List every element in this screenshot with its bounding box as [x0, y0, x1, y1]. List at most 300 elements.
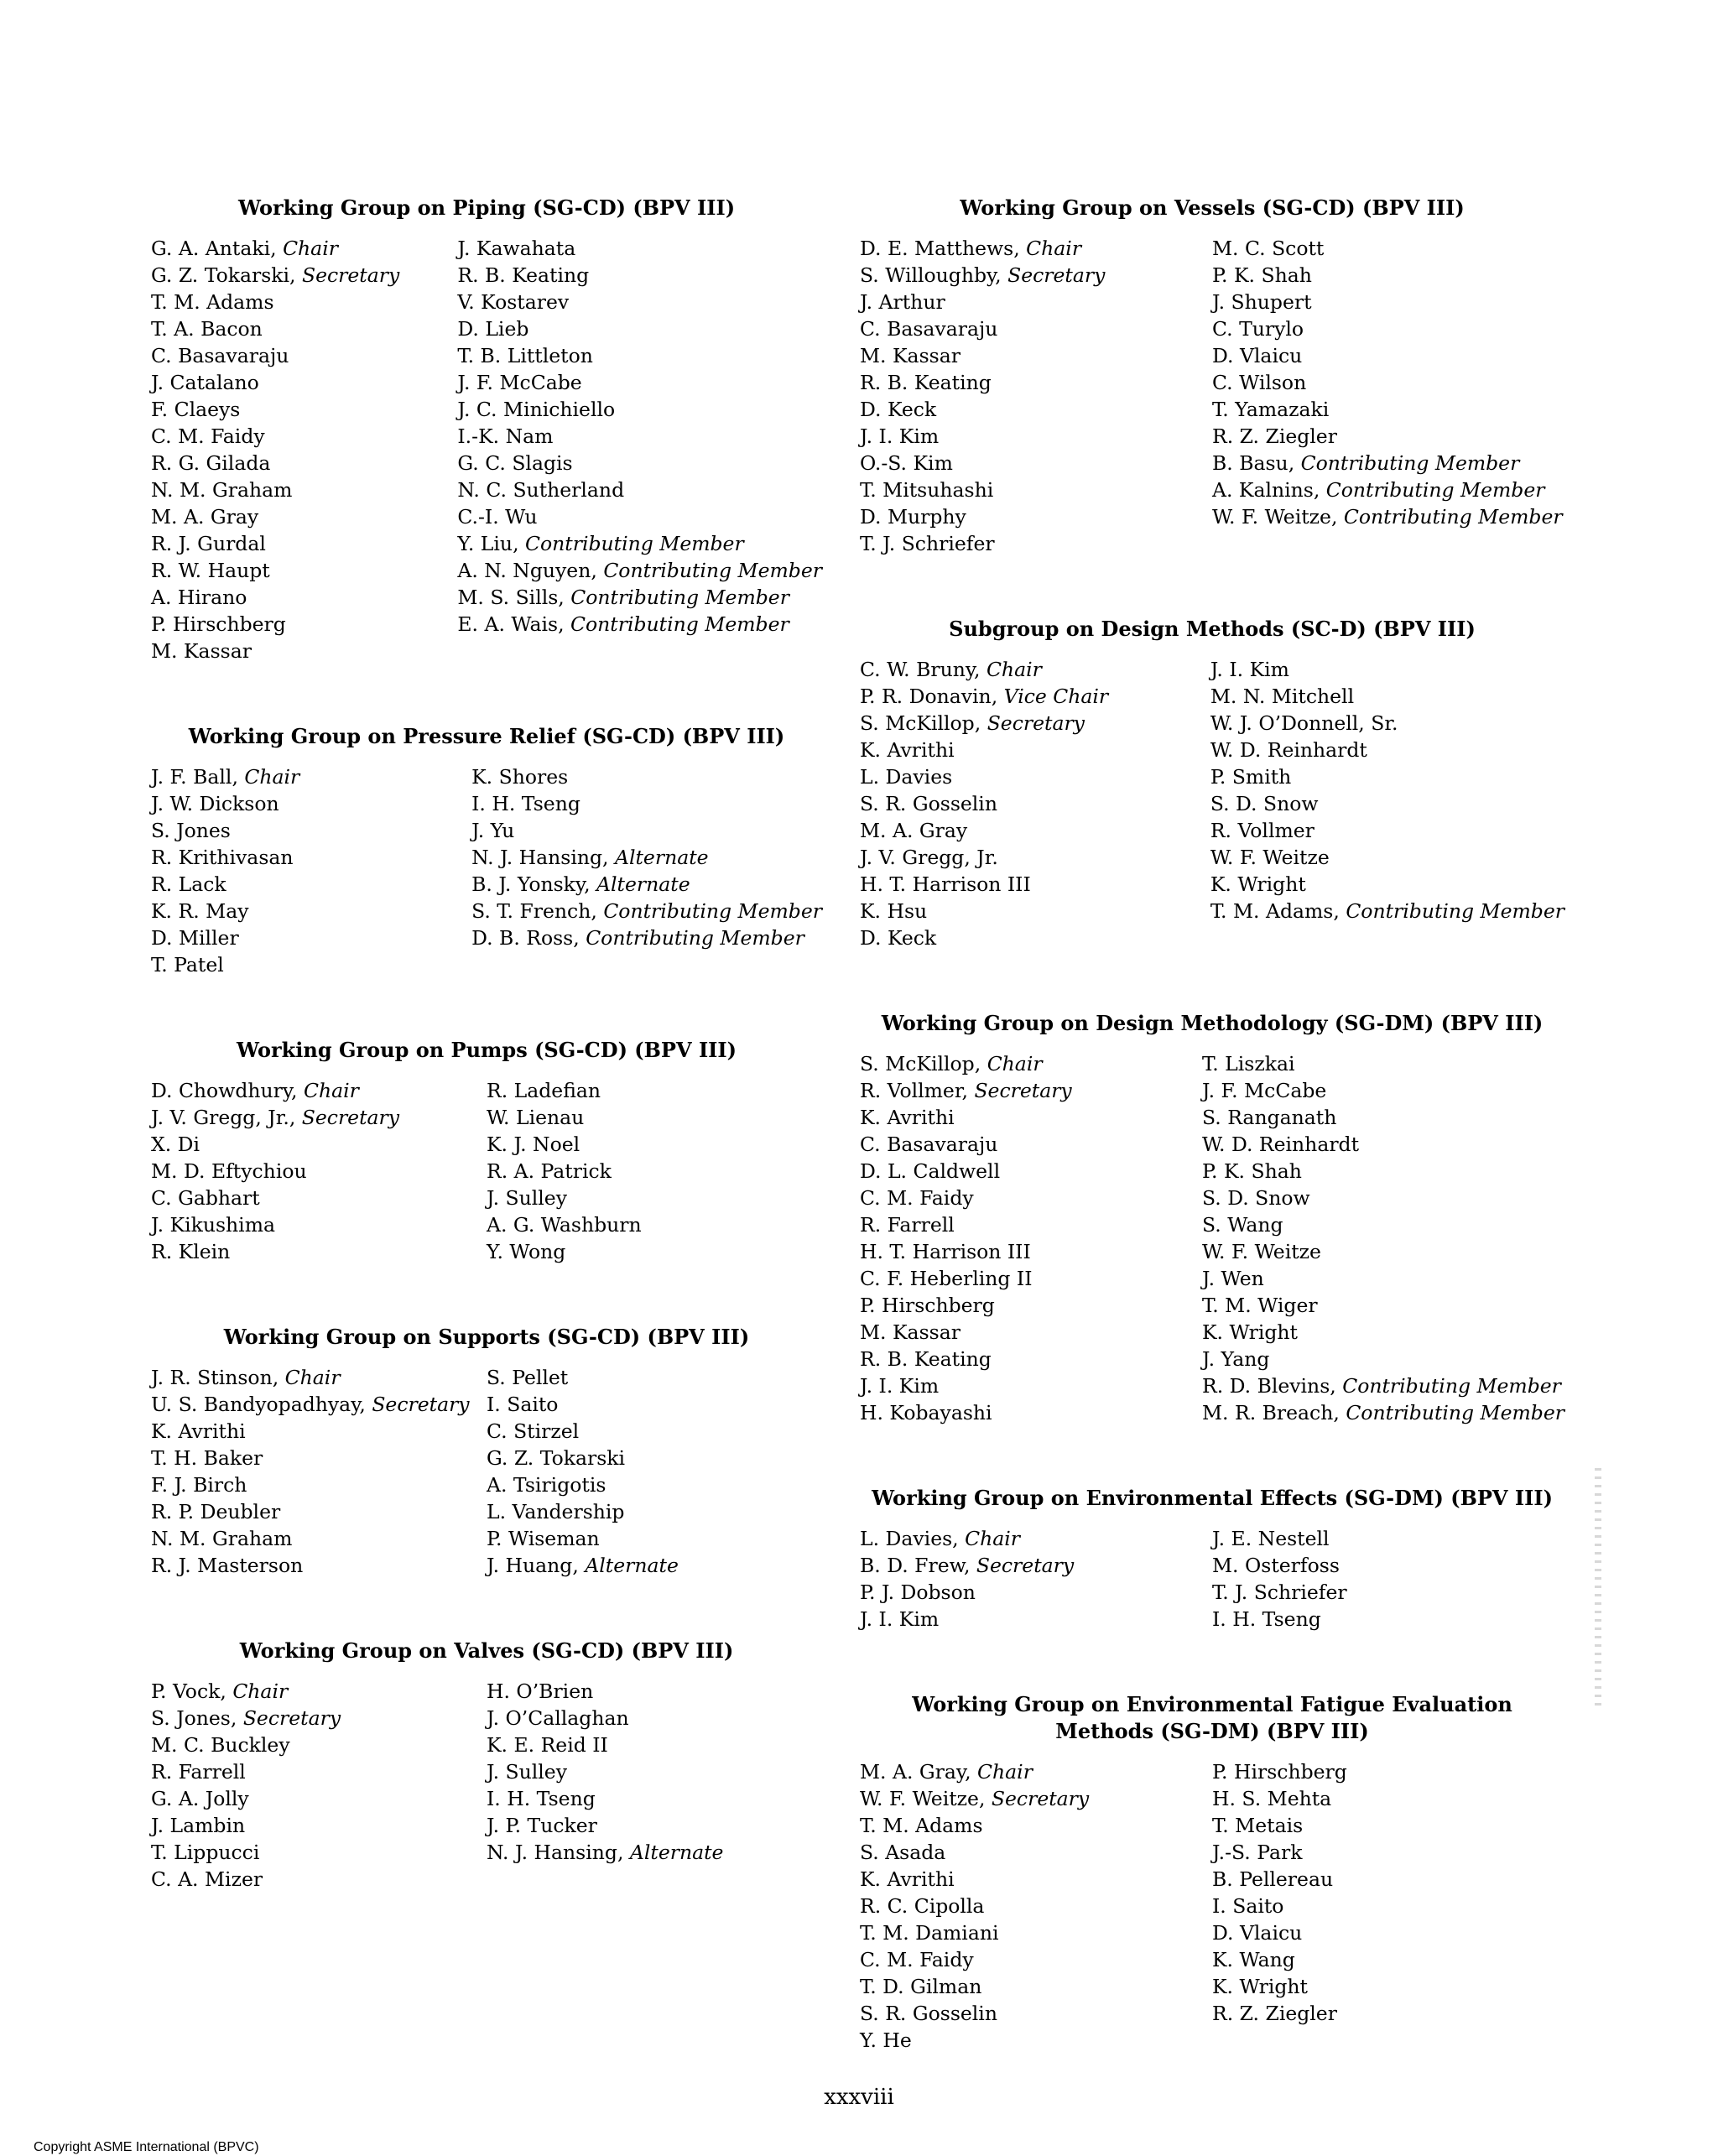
member-column: [1212, 1758, 1564, 2054]
member-name: C. Gabhart: [151, 1186, 260, 1210]
member-entry: [487, 1418, 822, 1445]
member-entry: [151, 1552, 487, 1579]
member-entry: [1202, 1211, 1564, 1238]
member-role: Chair: [977, 1760, 1033, 1784]
member-name: D. Miller: [151, 926, 239, 950]
member-name: J. Kawahata: [457, 237, 576, 260]
member-role: Contributing Member: [525, 532, 744, 555]
member-entry: [1210, 656, 1564, 683]
member-entry: S. T. French, Contributing Member: [471, 899, 822, 923]
left-column: [151, 195, 822, 1951]
member-entry: [151, 790, 471, 817]
member-entry: [151, 1445, 487, 1471]
member-entry: [151, 477, 457, 503]
member-entry: [151, 342, 457, 369]
member-role: Chair: [232, 1679, 289, 1703]
member-entry: U. S. Bandyopadhyay, Secretary: [151, 1393, 470, 1416]
member-name: J. O’Callaghan: [487, 1706, 629, 1730]
member-name: M. Kassar: [151, 639, 252, 663]
right-column: [860, 195, 1564, 2112]
member-name: S. Ranganath: [1202, 1106, 1337, 1129]
member-entry: M. A. Gray, Chair: [860, 1760, 1033, 1784]
member-name: G. Z. Tokarski: [487, 1446, 626, 1470]
group-title: Working Group on Environmental Fatigue Evaluation Methods (SG-DM) (BPV III): [912, 1692, 1512, 1743]
member-name: R. W. Haupt: [151, 559, 270, 582]
member-name: T. Yamazaki: [1212, 398, 1330, 421]
member-name: L. Davies: [860, 765, 953, 789]
member-name: S. D. Snow: [1210, 792, 1319, 815]
member-entry: M. S. Sills, Contributing Member: [457, 586, 789, 609]
member-entry: [151, 1525, 487, 1552]
committee-group: [151, 195, 822, 664]
copyright-notice: Copyright ASME International (BPVC): [34, 2140, 259, 2154]
member-entry: [860, 1579, 1212, 1606]
member-name: D. Keck: [860, 926, 937, 950]
member-entry: [860, 396, 1212, 423]
member-entry: [487, 1158, 822, 1185]
member-entry: [487, 1812, 822, 1839]
member-entry: [860, 1866, 1212, 1893]
member-entry: [151, 951, 471, 978]
member-entry: [487, 1104, 822, 1131]
member-entry: [151, 369, 457, 396]
member-name: W. F. Weitze: [1210, 846, 1330, 869]
member-entry: [457, 289, 822, 315]
member-name: T. Metais: [1212, 1814, 1304, 1837]
member-entry: [487, 1785, 822, 1812]
member-column: [860, 235, 1212, 557]
member-name: G. C. Slagis: [457, 451, 573, 475]
member-name: J. I. Kim: [860, 1374, 940, 1398]
member-name: H. S. Mehta: [1212, 1787, 1332, 1810]
side-margin-mark: [1595, 1468, 1601, 1711]
group-title: Working Group on Vessels (SG-CD) (BPV III): [960, 195, 1465, 220]
member-entry: [860, 423, 1212, 450]
member-name: A. G. Washburn: [487, 1213, 642, 1237]
member-column: [860, 1050, 1202, 1426]
member-name: L. Vandership: [487, 1500, 625, 1523]
member-name: R. J. Gurdal: [151, 532, 266, 555]
member-name: S. Asada: [860, 1841, 946, 1864]
member-name: K. Avrithi: [860, 738, 955, 762]
member-entry: [1202, 1077, 1564, 1104]
member-name: J. P. Tucker: [487, 1814, 597, 1837]
member-name: K. Wright: [1210, 872, 1306, 896]
member-entry: [151, 1158, 487, 1185]
member-entry: G. A. Antaki, Chair: [151, 237, 338, 260]
member-entry: S. Willoughby, Secretary: [860, 263, 1106, 287]
member-role: Chair: [1026, 237, 1082, 260]
member-entry: [487, 1678, 822, 1705]
member-entry: [151, 1839, 487, 1866]
member-column: [487, 1077, 822, 1265]
member-name: R. Klein: [151, 1240, 231, 1263]
member-name: D. Murphy: [860, 505, 966, 529]
member-name: H. O’Brien: [487, 1679, 594, 1703]
member-column: [151, 235, 457, 664]
member-entry: [860, 790, 1210, 817]
member-name: D. L. Caldwell: [860, 1159, 1001, 1183]
member-name: M. R. Breach: [1202, 1401, 1334, 1424]
member-name: J. Catalano: [151, 371, 259, 394]
member-entry: [860, 1319, 1202, 1346]
member-name: J. R. Stinson: [151, 1366, 273, 1389]
member-name: J. Shupert: [1212, 290, 1312, 314]
member-name: K. R. May: [151, 899, 249, 923]
member-name: W. F. Weitze: [1202, 1240, 1321, 1263]
member-entry: [1210, 763, 1564, 790]
member-entry: [151, 844, 471, 871]
member-name: K. Avrithi: [151, 1419, 246, 1443]
member-name: M. S. Sills: [457, 586, 559, 609]
member-column: [1210, 656, 1564, 951]
member-role: Secretary: [976, 1554, 1075, 1577]
member-entry: [151, 584, 457, 611]
member-name: M. A. Gray: [860, 1760, 966, 1784]
member-entry: J. R. Stinson, Chair: [151, 1366, 341, 1389]
member-name: S. R. Gosselin: [860, 2002, 997, 2025]
member-role: Chair: [283, 237, 338, 260]
member-entry: [1212, 1552, 1564, 1579]
member-name: J. F. McCabe: [457, 371, 582, 394]
member-role: Contributing Member: [1342, 1374, 1561, 1398]
member-name: C. A. Mizer: [151, 1867, 263, 1891]
member-entry: L. Davies, Chair: [860, 1527, 1020, 1550]
member-column: [860, 1525, 1212, 1633]
member-entry: P. R. Donavin, Vice Chair: [860, 685, 1109, 708]
member-name: K. Wang: [1212, 1948, 1295, 1971]
member-name: T. D. Gilman: [860, 1975, 982, 1998]
member-entry: [151, 1758, 487, 1785]
member-name: R. Krithivasan: [151, 846, 294, 869]
member-name: N. C. Sutherland: [457, 478, 625, 502]
member-entry: [1212, 1946, 1564, 1973]
member-role: Contributing Member: [603, 899, 822, 923]
member-entry: [471, 790, 822, 817]
member-name: I. Saito: [1212, 1894, 1284, 1918]
member-entry: [151, 1211, 487, 1238]
member-entry: [860, 1839, 1212, 1866]
member-entry: A. Kalnins, Contributing Member: [1212, 478, 1545, 502]
member-name: N. J. Hansing: [471, 846, 603, 869]
member-entry: [457, 235, 822, 262]
member-entry: [487, 1758, 822, 1785]
member-role: Contributing Member: [1300, 451, 1520, 475]
member-entry: [151, 1785, 487, 1812]
member-entry: [457, 396, 822, 423]
member-name: M. D. Eftychiou: [151, 1159, 307, 1183]
member-entry: D. Chowdhury, Chair: [151, 1079, 359, 1102]
member-name: S. Wang: [1202, 1213, 1283, 1237]
member-entry: [1212, 369, 1564, 396]
member-name: K. Avrithi: [860, 1106, 955, 1129]
member-name: S. R. Gosselin: [860, 792, 997, 815]
member-name: C. Turylo: [1212, 317, 1304, 341]
member-entry: [457, 423, 822, 450]
member-name: M. N. Mitchell: [1210, 685, 1355, 708]
member-name: P. Hirschberg: [1212, 1760, 1347, 1784]
member-name: T. B. Littleton: [457, 344, 593, 367]
member-name: Y. Wong: [487, 1240, 566, 1263]
member-name: T. M. Adams: [151, 290, 274, 314]
member-name: Y. He: [860, 2028, 912, 2052]
group-title: Working Group on Environmental Effects (SG-DM) (BPV III): [872, 1486, 1553, 1510]
member-name: R. C. Cipolla: [860, 1894, 985, 1918]
member-column: [487, 1678, 822, 1893]
member-list: [151, 1077, 822, 1265]
member-role: Alternate: [629, 1841, 724, 1864]
member-entry: [487, 1185, 822, 1211]
member-entry: N. J. Hansing, Alternate: [471, 846, 709, 869]
member-entry: [151, 1812, 487, 1839]
member-name: T. Liszkai: [1202, 1052, 1295, 1075]
member-column: [151, 1364, 487, 1579]
member-name: J. I. Kim: [1210, 658, 1289, 681]
member-entry: [860, 369, 1212, 396]
group-title: Working Group on Pressure Relief (SG-CD) (BPV III): [188, 724, 785, 748]
member-name: J.-S. Park: [1212, 1841, 1303, 1864]
member-entry: [860, 1265, 1202, 1292]
member-entry: [151, 817, 471, 844]
member-entry: D. E. Matthews, Chair: [860, 237, 1082, 260]
member-entry: [151, 450, 457, 477]
member-entry: [860, 2027, 1212, 2054]
member-entry: [860, 503, 1212, 530]
member-entry: [860, 289, 1212, 315]
member-name: S. McKillop: [860, 1052, 975, 1075]
committee-group: [151, 1638, 822, 1893]
member-role: Secretary: [372, 1393, 470, 1416]
member-column: [471, 763, 822, 978]
group-title: Working Group on Piping (SG-CD) (BPV III): [237, 195, 736, 220]
member-name: G. A. Antaki: [151, 237, 271, 260]
page-number: xxxviii: [824, 2085, 894, 2110]
group-title: Working Group on Supports (SG-CD) (BPV III): [223, 1325, 750, 1349]
member-entry: [151, 1185, 487, 1211]
member-name: R. D. Blevins: [1202, 1374, 1330, 1398]
member-list: [151, 1678, 822, 1893]
member-name: O.-S. Kim: [860, 451, 953, 475]
member-role: Alternate: [596, 872, 690, 896]
member-entry: [151, 289, 457, 315]
member-name: B. Basu: [1212, 451, 1288, 475]
member-entry: [860, 342, 1212, 369]
member-name: S. Jones: [151, 1706, 231, 1730]
member-name: B. J. Yonsky: [471, 872, 585, 896]
member-name: G. Z. Tokarski: [151, 263, 290, 287]
member-name: W. D. Reinhardt: [1210, 738, 1367, 762]
member-entry: [487, 1445, 822, 1471]
member-name: R. G. Gilada: [151, 451, 271, 475]
member-name: P. Hirschberg: [151, 612, 286, 636]
committee-group: [151, 1324, 822, 1579]
member-entry: [457, 450, 822, 477]
member-entry: R. D. Blevins, Contributing Member: [1202, 1374, 1561, 1398]
member-name: J. V. Gregg, Jr.: [860, 846, 998, 869]
member-name: B. Pellereau: [1212, 1867, 1334, 1891]
member-entry: [151, 1732, 487, 1758]
member-name: R. B. Keating: [860, 371, 992, 394]
member-name: D. Lieb: [457, 317, 529, 341]
member-name: J. F. McCabe: [1202, 1079, 1327, 1102]
member-entry: B. D. Frew, Secretary: [860, 1554, 1075, 1577]
member-name: P. Vock: [151, 1679, 221, 1703]
member-entry: [860, 1131, 1202, 1158]
member-entry: N. J. Hansing, Alternate: [487, 1841, 724, 1864]
member-entry: [487, 1525, 822, 1552]
member-name: A. Tsirigotis: [487, 1473, 607, 1497]
member-role: Chair: [244, 765, 300, 789]
member-role: Secretary: [301, 263, 400, 287]
member-column: [151, 1077, 487, 1265]
member-name: P. Wiseman: [487, 1527, 600, 1550]
member-entry: [1212, 1893, 1564, 1919]
member-entry: [1212, 289, 1564, 315]
member-name: C. W. Bruny: [860, 658, 974, 681]
member-name: J. Lambin: [151, 1814, 246, 1837]
member-name: C. Basavaraju: [860, 1133, 998, 1156]
member-name: Y. Liu: [457, 532, 513, 555]
member-name: K. Hsu: [860, 899, 928, 923]
member-entry: [1210, 871, 1564, 898]
group-title: Subgroup on Design Methods (SC-D) (BPV III): [949, 617, 1476, 641]
member-entry: [457, 369, 822, 396]
member-role: Secretary: [987, 711, 1085, 735]
member-name: L. Davies: [860, 1527, 953, 1550]
member-entry: [860, 530, 1212, 557]
member-entry: [151, 898, 471, 924]
member-name: R. B. Keating: [860, 1347, 992, 1371]
member-entry: [487, 1498, 822, 1525]
member-name: R. J. Masterson: [151, 1554, 304, 1577]
member-name: N. M. Graham: [151, 478, 293, 502]
member-column: [487, 1364, 822, 1579]
member-entry: [860, 477, 1212, 503]
member-entry: [151, 423, 457, 450]
member-name: R. Ladefian: [487, 1079, 601, 1102]
member-entry: E. A. Wais, Contributing Member: [457, 612, 789, 636]
member-name: F. Claeys: [151, 398, 241, 421]
member-name: I. H. Tseng: [1212, 1607, 1321, 1631]
member-name: J. Arthur: [860, 290, 945, 314]
group-title: Working Group on Design Methodology (SG-DM) (BPV III): [881, 1011, 1544, 1035]
member-entry: J. F. Ball, Chair: [151, 765, 300, 789]
member-name: W. F. Weitze: [1212, 505, 1331, 529]
member-role: Secretary: [242, 1706, 341, 1730]
member-entry: W. F. Weitze, Contributing Member: [1212, 505, 1563, 529]
member-name: T. J. Schriefer: [1212, 1581, 1347, 1604]
member-name: J. Yang: [1202, 1347, 1270, 1371]
member-list: [860, 656, 1564, 951]
member-entry: [860, 2000, 1212, 2027]
member-name: R. Lack: [151, 872, 226, 896]
member-entry: [860, 871, 1210, 898]
committee-group: [860, 195, 1564, 557]
member-entry: [860, 1919, 1212, 1946]
member-name: P. K. Shah: [1212, 263, 1312, 287]
member-name: R. Z. Ziegler: [1212, 2002, 1337, 2025]
member-entry: [860, 1372, 1202, 1399]
member-name: U. S. Bandyopadhyay: [151, 1393, 360, 1416]
member-name: P. K. Shah: [1202, 1159, 1302, 1183]
member-name: P. J. Dobson: [860, 1581, 976, 1604]
member-name: H. Kobayashi: [860, 1401, 992, 1424]
member-role: Chair: [987, 1052, 1043, 1075]
member-entry: [151, 503, 457, 530]
member-entry: [471, 763, 822, 790]
member-entry: [151, 1866, 487, 1893]
member-entry: [1212, 315, 1564, 342]
member-name: J. I. Kim: [860, 424, 940, 448]
member-role: Contributing Member: [603, 559, 822, 582]
member-column: [860, 656, 1210, 951]
member-name: T. M. Damiani: [860, 1921, 999, 1945]
member-name: W. D. Reinhardt: [1202, 1133, 1360, 1156]
member-name: K. E. Reid II: [487, 1733, 608, 1757]
member-entry: [457, 477, 822, 503]
member-entry: [860, 1292, 1202, 1319]
member-role: Secretary: [974, 1079, 1072, 1102]
member-name: P. Smith: [1210, 765, 1292, 789]
member-name: S. Pellet: [487, 1366, 569, 1389]
member-name: J. Sulley: [487, 1760, 567, 1784]
member-name: J. C. Minichiello: [457, 398, 616, 421]
member-entry: [151, 1238, 487, 1265]
member-entry: T. M. Adams, Contributing Member: [1210, 899, 1564, 923]
member-name: F. J. Birch: [151, 1473, 247, 1497]
member-name: J. W. Dickson: [151, 792, 279, 815]
member-entry: [1210, 737, 1564, 763]
member-entry: A. N. Nguyen, Contributing Member: [457, 559, 822, 582]
member-entry: [487, 1077, 822, 1104]
member-entry: Y. Liu, Contributing Member: [457, 532, 744, 555]
member-entry: [1212, 396, 1564, 423]
member-name: C. M. Faidy: [860, 1948, 974, 1971]
member-name: K. Avrithi: [860, 1867, 955, 1891]
member-entry: [860, 450, 1212, 477]
member-entry: [471, 817, 822, 844]
member-entry: J. Huang, Alternate: [487, 1554, 679, 1577]
member-entry: [151, 871, 471, 898]
member-entry: S. McKillop, Secretary: [860, 711, 1085, 735]
member-entry: [1212, 262, 1564, 289]
member-name: M. C. Scott: [1212, 237, 1325, 260]
member-role: Chair: [986, 658, 1042, 681]
member-entry: P. Vock, Chair: [151, 1679, 289, 1703]
member-name: T. M. Adams: [860, 1814, 983, 1837]
member-entry: [1212, 1606, 1564, 1633]
member-entry: J. V. Gregg, Jr., Secretary: [151, 1106, 400, 1129]
member-name: S. McKillop: [860, 711, 975, 735]
member-entry: [151, 557, 457, 584]
member-entry: R. Vollmer, Secretary: [860, 1079, 1072, 1102]
member-name: C. Basavaraju: [151, 344, 289, 367]
member-entry: [151, 1471, 487, 1498]
member-name: J. Huang: [487, 1554, 573, 1577]
member-entry: [1210, 817, 1564, 844]
member-entry: [1202, 1319, 1564, 1346]
member-name: T. M. Adams: [1210, 899, 1334, 923]
member-name: J. Yu: [471, 819, 515, 842]
member-entry: [860, 1238, 1202, 1265]
member-name: T. J. Schriefer: [860, 532, 995, 555]
member-column: [151, 763, 471, 978]
member-name: S. T. French: [471, 899, 591, 923]
member-entry: [151, 1418, 487, 1445]
member-role: Chair: [965, 1527, 1020, 1550]
member-entry: [860, 737, 1210, 763]
member-name: T. A. Bacon: [151, 317, 263, 341]
